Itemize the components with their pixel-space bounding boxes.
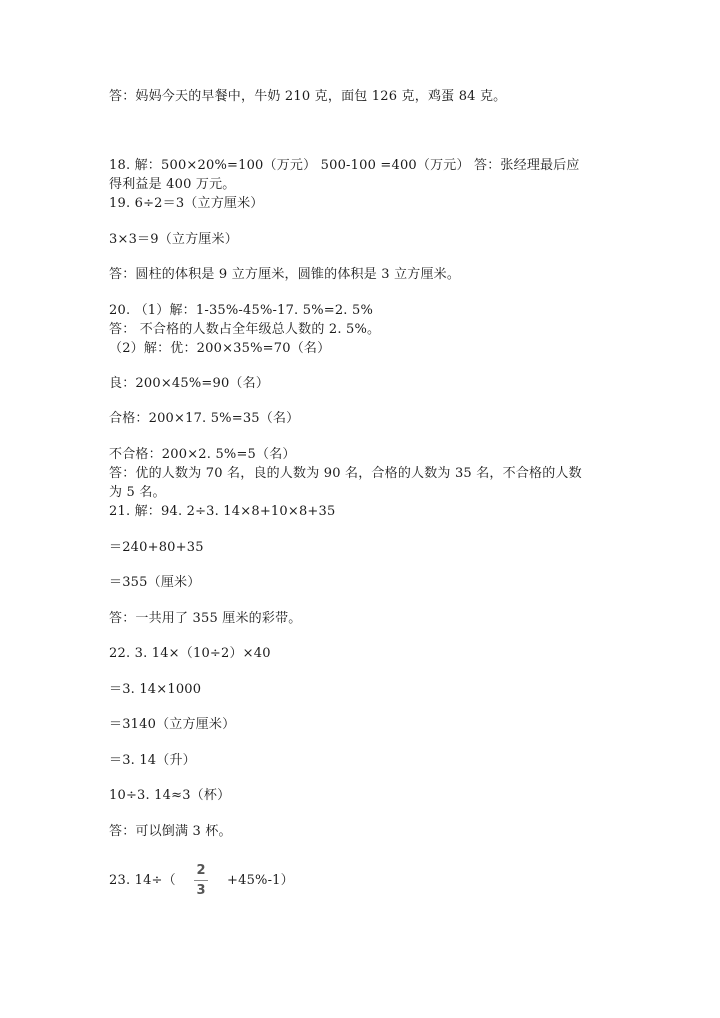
q23-prefix: 23. 14÷（: [109, 873, 176, 888]
text-line: ＝3140（立方厘米）: [109, 717, 236, 732]
text-line: 3×3＝9（立方厘米）: [109, 232, 238, 247]
text-line: ＝355（厘米）: [109, 575, 201, 590]
fraction-numerator: 2: [196, 863, 206, 878]
text-line: 答： 不合格的人数占全年级总人数的 2. 5%。: [109, 322, 381, 337]
text-line: 合格：200×17. 5%=35（名）: [109, 411, 300, 426]
text-line: 答：可以倒满 3 杯。: [109, 824, 232, 839]
text-line: （2）解：优：200×35%=70（名）: [109, 341, 331, 356]
q23-suffix: +45%-1）: [227, 873, 294, 888]
text-line: ＝3. 14（升）: [109, 753, 196, 768]
text-line: 19. 6÷2＝3（立方厘米）: [109, 196, 264, 211]
text-line: 18. 解：500×20%=100（万元） 500-100 =400（万元） 答：张经理最后应: [109, 158, 580, 173]
text-line: 10÷3. 14≈3（杯）: [109, 788, 231, 803]
text-line: 不合格：200×2. 5%=5（名）: [109, 447, 296, 462]
text-line: 良：200×45%=90（名）: [109, 376, 270, 391]
text-line: 为 5 名。: [109, 485, 166, 500]
text-line: 答：妈妈今天的早餐中，牛奶 210 克，面包 126 克，鸡蛋 84 克。: [109, 89, 507, 104]
text-line: 答：圆柱的体积是 9 立方厘米，圆锥的体积是 3 立方厘米。: [109, 267, 461, 282]
text-line: 答：一共用了 355 厘米的彩带。: [109, 611, 302, 626]
text-line: 22. 3. 14×（10÷2）×40: [109, 646, 271, 661]
text-line: 得利益是 400 万元。: [109, 177, 236, 192]
fraction-bar: [194, 880, 208, 881]
text-line: 20. （1）解：1-35%-45%-17. 5%=2. 5%: [109, 303, 373, 318]
text-line: 21. 解：94. 2÷3. 14×8+10×8+35: [109, 504, 336, 519]
text-line: ＝3. 14×1000: [109, 682, 202, 697]
fraction-denominator: 3: [196, 883, 206, 898]
text-line: ＝240+80+35: [109, 540, 204, 555]
text-line: 答：优的人数为 70 名，良的人数为 90 名，合格的人数为 35 名，不合格的人数: [109, 466, 582, 481]
